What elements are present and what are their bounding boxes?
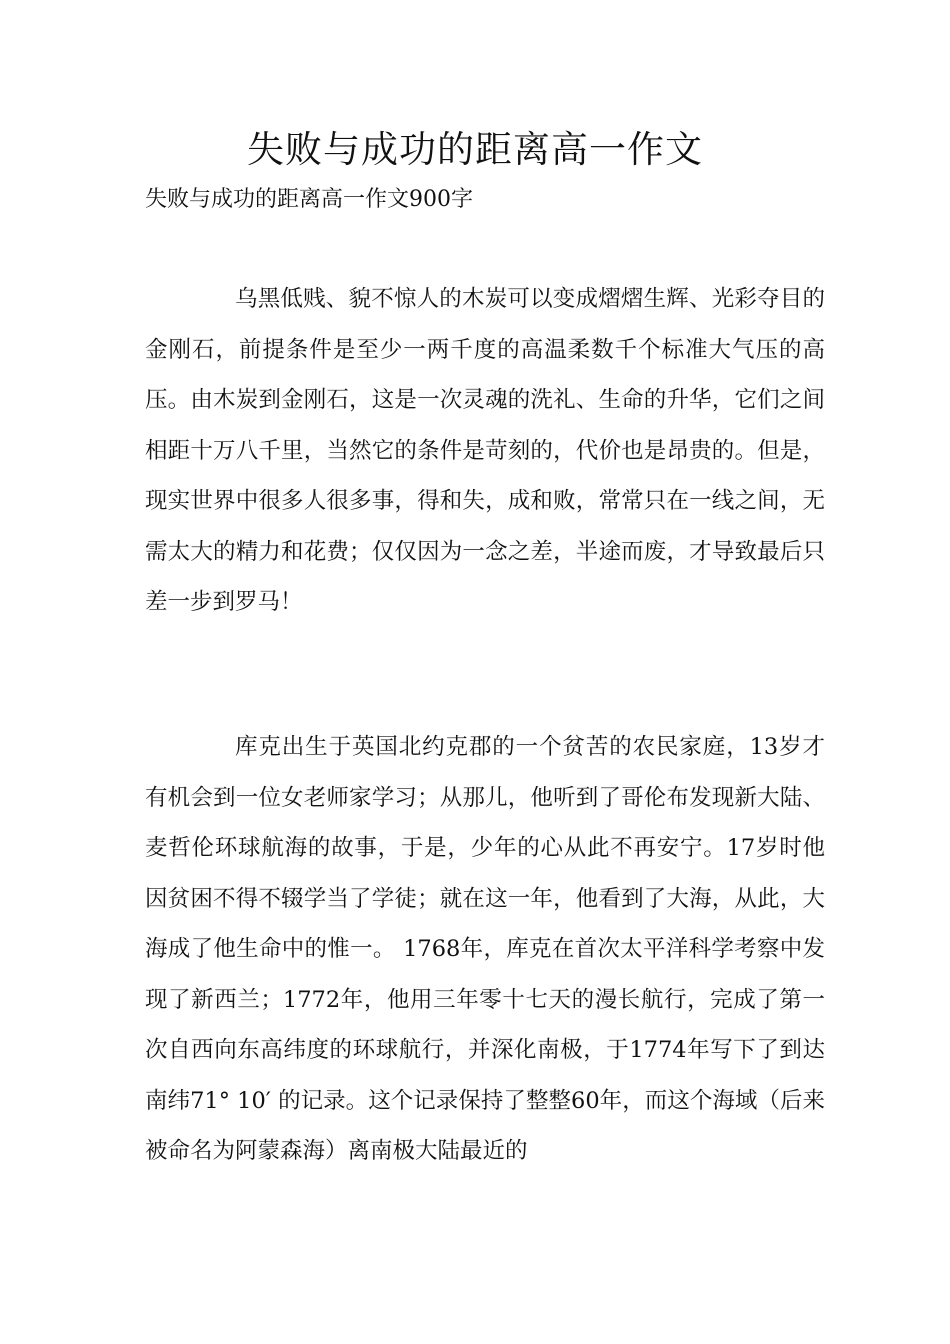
- document-subtitle: 失败与成功的距离高一作文900字: [145, 187, 473, 212]
- document-title: 失败与成功的距离高一作文: [247, 128, 703, 171]
- paragraph: 乌黑低贱、貌不惊人的木炭可以变成熠熠生辉、光彩夺目的金刚石，前提条件是至少一两千度的高温柔数千个标准大气压的高压。由木炭到金刚石，这是一次灵魂的洗礼、生命的升华，它们之间相距十万八千里，当然它的条件是苛刻的，代价也是昂贵的。但是，现实世界中很多人很多事，得和失，成和败，常常只在一线之间，无需太大的精力和花费；仅仅因为一念之差，半途而废，才导致最后只差一步到罗马！: [145, 286, 825, 615]
- paragraph: 库克出生于英国北约克郡的一个贫苦的农民家庭，13岁才有机会到一位女老师家学习；从那儿，他听到了哥伦布发现新大陆、麦哲伦环球航海的故事，于是，少年的心从此不再安宁。17岁时他因贫困不得不辍学当了学徒；就在这一年，他看到了大海，从此，大海成了他生命中的惟一。 1768年，库克在首次太平洋科学考察中发现了新西兰；1772年，他用三年零十七天的漫长航行，完成了第一次自西向东高纬度的环球航行，并深化南极，于1774年写下了到达南纬71° 10′ 的记录。这个记录保持了整整60年，而这个海域（后来被命名为阿蒙森海）离南极大陆最近的: [145, 734, 825, 1164]
